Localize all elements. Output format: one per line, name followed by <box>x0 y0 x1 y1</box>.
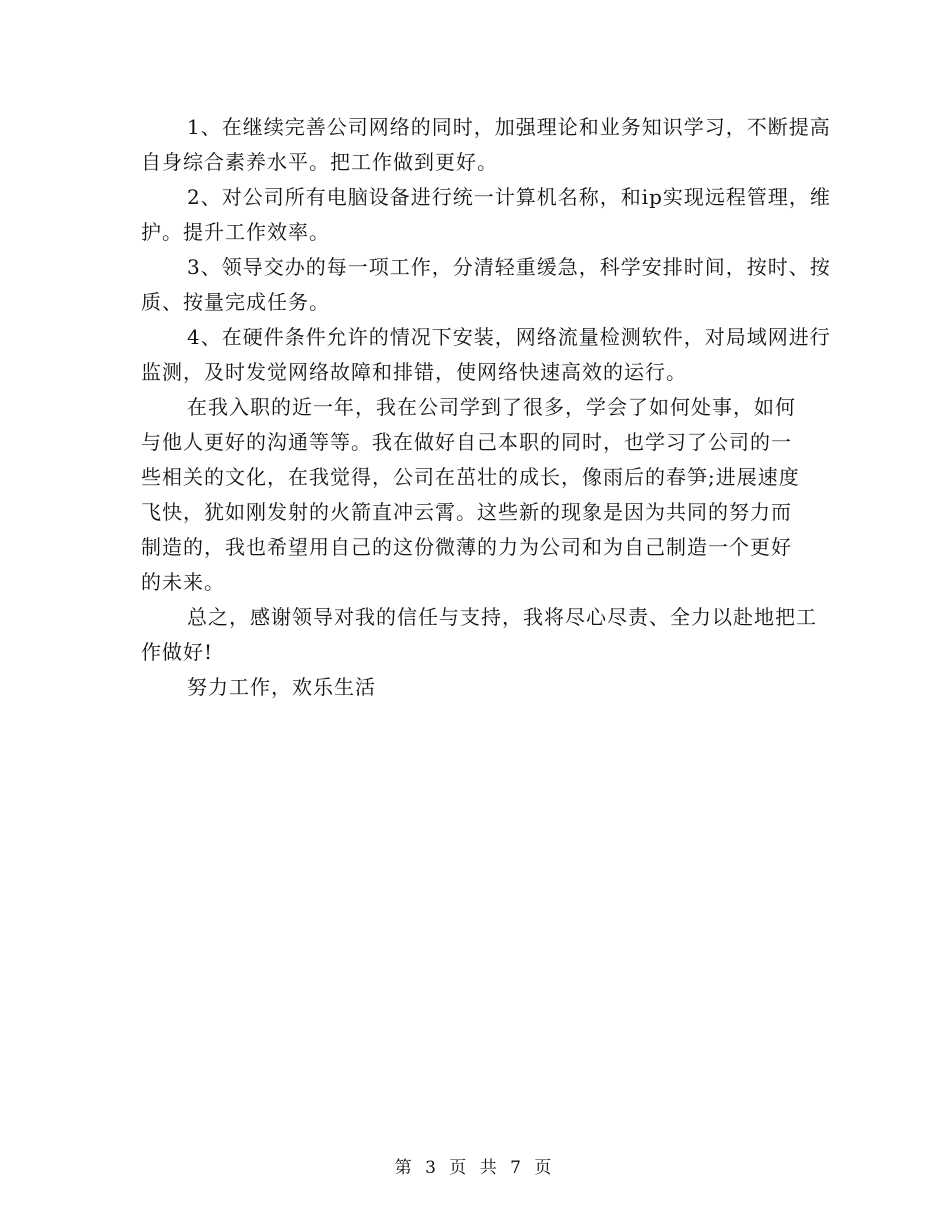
paragraph-item-1: 1、在继续完善公司网络的同时，加强理论和业务知识学习，不断提高自身综合素养水平。把工作做到更好。 <box>141 115 831 174</box>
paragraph-conclusion: 总之，感谢领导对我的信任与支持，我将尽心尽责、全力以赴地把工作做好! <box>141 605 817 664</box>
page-number-footer: 第 3 页 共 7 页 <box>394 1158 556 1178</box>
paragraph-item-4: 4、在硬件条件允许的情况下安装，网络流量检测软件，对局域网进行监测，及时发觉网络故障和排错，使网络快速高效的运行。 <box>141 325 831 384</box>
document-body <box>141 110 831 705</box>
paragraph-reflection: 在我入职的近一年，我在公司学到了很多，学会了如何处事，如何与他人更好的沟通等等。我在做好自己本职的同时，也学习了公司的一些相关的文化，在我觉得，公司在茁壮的成长，像雨后的春笋;进展速度飞快，犹如刚发射的火箭直冲云霄。这些新的现象是因为共同的努力而制造的，我也希望用自己的这份微薄的力为公司和为自己制造一个更好的未来。 <box>141 395 800 594</box>
paragraph-item-3: 3、领导交办的每一项工作，分清轻重缓急，科学安排时间，按时、按质、按量完成任务。 <box>141 255 831 314</box>
paragraph-motto: 努力工作，欢乐生活 <box>187 675 376 699</box>
paragraph-item-2: 2、对公司所有电脑设备进行统一计算机名称，和ip实现远程管理，维护。提升工作效率。 <box>141 185 831 244</box>
